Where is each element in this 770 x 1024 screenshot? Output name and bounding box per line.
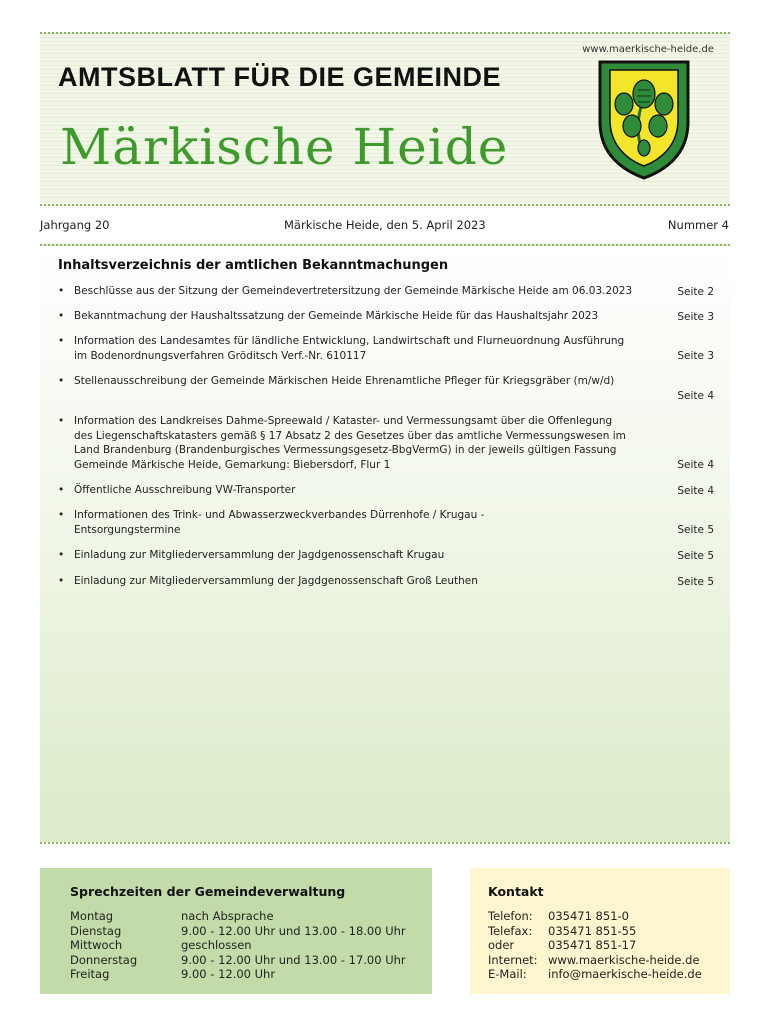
contact-label: Internet: (488, 953, 538, 967)
contact-value: 035471 851-0 (548, 909, 629, 923)
toc-item-text: Einladung zur Mitgliederversammlung der Jagdgenossenschaft Krugau (74, 549, 445, 561)
toc-item-page: Seite 3 (677, 310, 714, 323)
contact-value: 035471 851-55 (548, 924, 637, 938)
toc-item-text: Bekanntmachung der Haushaltssatzung der Gemeinde Märkische Heide für das Haushaltsjahr 2023 (74, 310, 599, 322)
toc-item-page: Seite 3 (677, 349, 714, 362)
office-hours-title: Sprechzeiten der Gemeindeverwaltung (70, 884, 346, 899)
toc-item-page: Seite 4 (677, 484, 714, 497)
issue-date: Märkische Heide, den 5. April 2023 (284, 218, 486, 232)
title-top: AMTSBLATT FÜR DIE GEMEINDE (58, 62, 501, 92)
bullet-icon: • (58, 549, 65, 561)
hours-day: Montag (70, 909, 114, 923)
toc-item-page: Seite 2 (677, 285, 714, 298)
toc-item-page: Seite 5 (677, 575, 714, 588)
toc-item (58, 309, 714, 324)
hours-day: Mittwoch (70, 938, 123, 952)
hours-time: nach Absprache (181, 909, 274, 923)
toc-item-text: Information des Landesamtes für ländliche Entwicklung, Landwirtschaft und Flurneuordnung Ausführung im Bodenordnungsverfahren Gröditsch Verf.-Nr. 610117 (74, 335, 625, 362)
bullet-icon: • (58, 575, 65, 587)
hours-day: Freitag (70, 967, 110, 981)
toc-item (58, 574, 714, 589)
toc-item-text: Information des Landkreises Dahme-Spreewald / Kataster- und Vermessungsamt über die Offenlegung des Liegenschaftskatasters gemäß § 17 Absatz 2 des Gesetzes über das amtliche Vermessungswesen im Land Brandenburg (Brandenburgisches Vermessungsgesetz-BbgVermG) in der jeweils gültigen Fassung Gemeinde Märkische Heide, Gemarkung: Biebersdorf, Flur 1 (74, 415, 626, 471)
email-link[interactable]: info@maerkische-heide.de (548, 967, 702, 981)
contact-title: Kontakt (488, 884, 544, 899)
bullet-icon: • (58, 415, 65, 427)
bullet-icon: • (58, 285, 65, 297)
toc-item-page: Seite 5 (677, 549, 714, 562)
toc-item-page: Seite 5 (677, 523, 714, 536)
bullet-icon: • (58, 310, 65, 322)
toc-heading: Inhaltsverzeichnis der amtlichen Bekanntmachungen (58, 258, 449, 273)
bullet-icon: • (58, 509, 65, 521)
bullet-icon: • (58, 484, 65, 496)
coat-of-arms-icon (596, 58, 692, 182)
toc-item (58, 414, 714, 472)
hours-time: 9.00 - 12.00 Uhr (181, 967, 276, 981)
title-main: Märkische Heide (60, 118, 509, 176)
toc-item-text: Informationen des Trink- und Abwasserzweckverbandes Dürrenhofe / Krugau - Entsorgungstermine (74, 509, 485, 536)
toc-item-text: Stellenausschreibung der Gemeinde Märkischen Heide Ehrenamtliche Pfleger für Kriegsgräber (m/w/d) (74, 375, 615, 387)
hours-time: 9.00 - 12.00 Uhr und 13.00 - 17.00 Uhr (181, 953, 406, 967)
bullet-icon: • (58, 375, 65, 387)
volume-label: Jahrgang 20 (40, 218, 110, 232)
contact-label: Telefax: (488, 924, 533, 938)
hours-day: Donnerstag (70, 953, 138, 967)
website-url: www.maerkische-heide.de (582, 44, 714, 55)
toc-item-page: Seite 4 (677, 458, 714, 471)
hours-time: 9.00 - 12.00 Uhr und 13.00 - 18.00 Uhr (181, 924, 406, 938)
toc-item-text: Öffentliche Ausschreibung VW-Transporter (74, 484, 296, 496)
toc-item (58, 508, 714, 537)
toc-item-page: Seite 4 (677, 389, 714, 402)
hours-day: Dienstag (70, 924, 122, 938)
issue-number: Nummer 4 (667, 218, 729, 232)
website-link[interactable]: www.maerkische-heide.de (548, 953, 700, 967)
contact-label: E-Mail: (488, 967, 527, 981)
contact-label: Telefon: (488, 909, 533, 923)
contact-label: oder (488, 938, 515, 952)
contact-value: 035471 851-17 (548, 938, 637, 952)
toc-item-text: Beschlüsse aus der Sitzung der Gemeindevertretersitzung der Gemeinde Märkische Heide am 06.03.2023 (74, 285, 633, 297)
toc-item-text: Einladung zur Mitgliederversammlung der Jagdgenossenschaft Groß Leuthen (74, 575, 478, 587)
toc-item (58, 548, 714, 563)
bullet-icon: • (58, 335, 65, 347)
toc-item (58, 334, 714, 363)
toc-item (58, 483, 714, 498)
toc-item (58, 374, 714, 403)
toc-item (58, 284, 714, 299)
hours-time: geschlossen (181, 938, 252, 952)
